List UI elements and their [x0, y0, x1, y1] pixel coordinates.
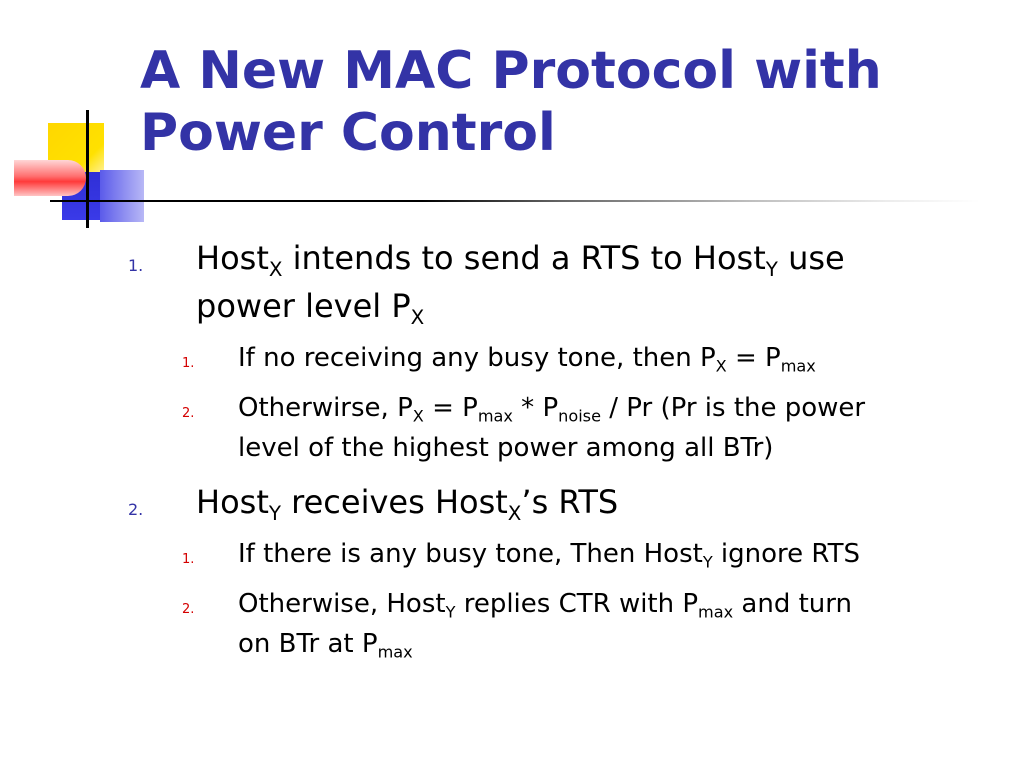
- sub-list-item: [238, 340, 816, 376]
- subscript: X: [410, 305, 425, 329]
- sub-list-item: [238, 586, 852, 622]
- item-text: ’s RTS: [521, 483, 619, 521]
- item-number: 2.: [128, 500, 144, 519]
- subscript: X: [507, 501, 522, 525]
- item-text: use: [777, 239, 845, 277]
- subitem-text: on BTr at P: [238, 629, 378, 659]
- subscript: max: [780, 356, 816, 376]
- subscript: X: [715, 356, 727, 376]
- sub-list-item-continuation: level of the highest power among all BTr): [238, 433, 774, 463]
- subscript: Y: [268, 501, 281, 525]
- subscript: max: [377, 642, 413, 662]
- subscript: max: [477, 406, 513, 426]
- subitem-text: and turn: [733, 589, 852, 619]
- list-item: [196, 236, 845, 280]
- subscript: X: [268, 257, 283, 281]
- subitem-text: / Pr (Pr is the power: [601, 393, 866, 423]
- subscript: max: [698, 602, 734, 622]
- list-item: [196, 480, 618, 524]
- sub-list-item: [238, 390, 865, 426]
- title-line-1: A New MAC Protocol with: [140, 41, 882, 101]
- subscript: Y: [765, 257, 778, 281]
- subscript: Y: [702, 552, 713, 572]
- subitem-text: If no receiving any busy tone, then P: [238, 343, 716, 373]
- subitem-text: * P: [512, 393, 559, 423]
- item-text: receives Host: [280, 483, 508, 521]
- list-item-continuation: [196, 284, 424, 328]
- subitem-text: ignore RTS: [712, 539, 860, 569]
- sub-list-item-continuation: [238, 626, 413, 662]
- subitem-text: Otherwise, Host: [238, 589, 446, 619]
- subscript: Y: [445, 602, 456, 622]
- subitem-text: replies CTR with P: [455, 589, 699, 619]
- subitem-number: 2.: [182, 406, 195, 421]
- subitem-text: If there is any busy tone, Then Host: [238, 539, 703, 569]
- subitem-text: = P: [423, 393, 478, 423]
- subscript: noise: [558, 406, 601, 426]
- subitem-number: 2.: [182, 602, 195, 617]
- subscript: X: [412, 406, 424, 426]
- item-text: Host: [196, 239, 269, 277]
- item-text: Host: [196, 483, 269, 521]
- sub-list-item: [238, 536, 860, 572]
- subitem-text: = P: [726, 343, 781, 373]
- title-line-2: Power Control: [140, 103, 556, 163]
- subitem-text: Otherwirse, P: [238, 393, 413, 423]
- item-text: power level P: [196, 287, 411, 325]
- subitem-number: 1.: [182, 356, 195, 371]
- item-text: intends to send a RTS to Host: [282, 239, 766, 277]
- subitem-number: 1.: [182, 552, 195, 567]
- item-number: 1.: [128, 256, 144, 275]
